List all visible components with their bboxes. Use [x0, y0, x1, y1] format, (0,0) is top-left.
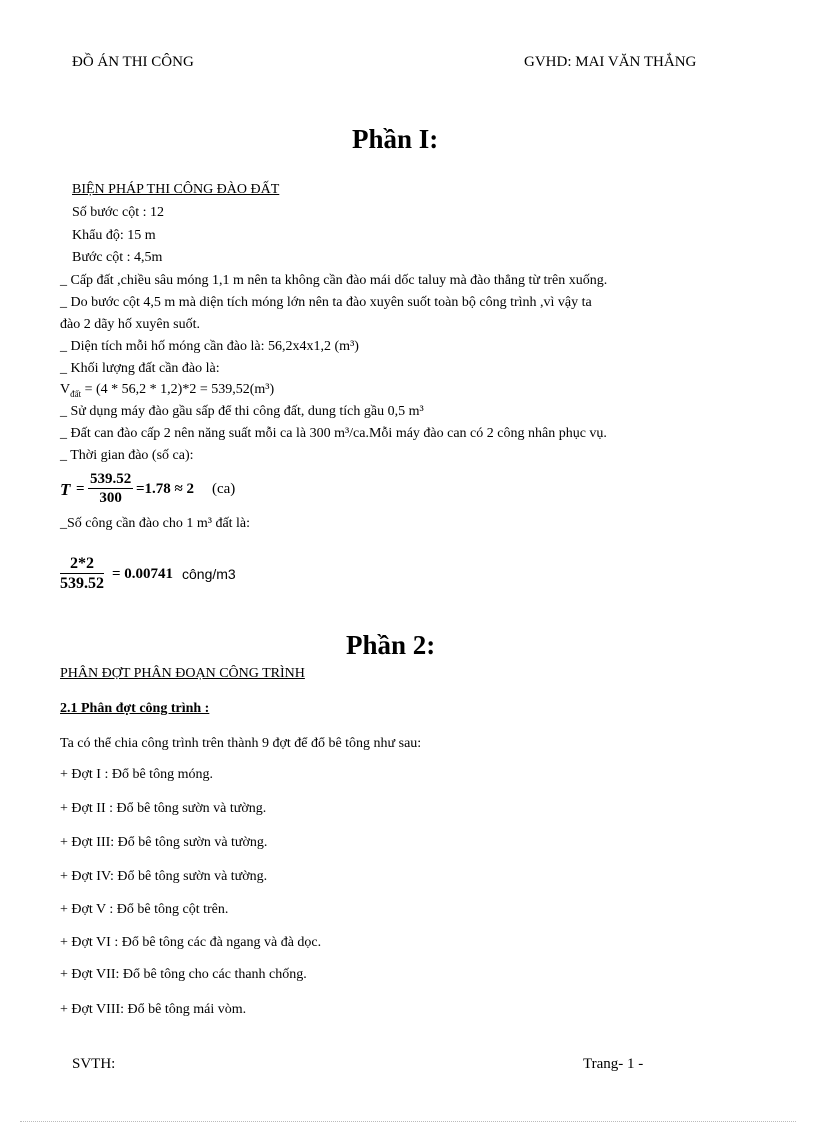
formula-t-numerator: 539.52: [90, 471, 132, 487]
text-line: _ Đất can đào cấp 2 nên năng suất mỗi ca là 300 m³/ca.Mỗi máy đào can có 2 công nhân phục vụ.: [60, 426, 607, 441]
formula-c-unit: công/m3: [182, 566, 236, 582]
list-item: + Đợt V : Đổ bê tông cột trên.: [60, 902, 229, 917]
list-item: + Đợt II : Đổ bê tông sườn và tường.: [60, 801, 267, 816]
part1-section-heading: BIỆN PHÁP THI CÔNG ĐÀO ĐẤT: [72, 182, 280, 197]
part1-title: Phần I:: [352, 124, 439, 154]
text-line: _ Cấp đất ,chiều sâu móng 1,1 m nên ta không cần đào mái dốc taluy mà đào thẳng từ trên xuống.: [60, 273, 608, 288]
footer-left: SVTH:: [72, 1056, 116, 1072]
text-line: Khẩu độ: 15 m: [72, 228, 156, 243]
formula-c-numerator: 2*2: [60, 555, 104, 574]
text-line: Số bước cột : 12: [72, 205, 164, 220]
list-item: + Đợt VII: Đổ bê tông cho các thanh chống.: [60, 967, 307, 982]
text-line: _ Diện tích mỗi hố móng cần đào là: 56,2x4x1,2 (m³): [60, 339, 359, 354]
volume-symbol: V: [60, 382, 71, 397]
text-line: _ Khối lượng đất cần đào là:: [60, 361, 220, 376]
list-item: + Đợt III: Đổ bê tông sườn và tường.: [60, 835, 268, 850]
part2-intro: Ta có thể chia công trình trên thành 9 đợt để đổ bê tông như sau:: [60, 736, 422, 751]
text-line: _ Sử dụng máy đào gầu sấp để thi công đất, dung tích gầu 0,5 m³: [60, 404, 424, 419]
text-line: _Số công cần đào cho 1 m³ đất là:: [60, 516, 251, 531]
formula-t-result: =1.78 ≈ 2: [136, 481, 195, 497]
volume-formula: [60, 382, 274, 399]
volume-expression: = (4 * 56,2 * 1,2)*2 = 539,52(m³): [84, 382, 275, 397]
list-item: + Đợt I : Đổ bê tông móng.: [60, 767, 213, 782]
formula-t-fraction: [88, 470, 133, 508]
part2-section-heading: PHÂN ĐỢT PHÂN ĐOẠN CÔNG TRÌNH: [60, 666, 305, 681]
footer-page-number: Trang- 1 -: [583, 1056, 644, 1072]
text-line: _ Do bước cột 4,5 m mà diện tích móng lớn nên ta đào xuyên suốt toàn bộ công trình ,vì vậy ta: [60, 295, 592, 310]
formula-c-fraction: [60, 555, 104, 593]
list-item: + Đợt VI : Đổ bê tông các đà ngang và đà dọc.: [60, 935, 322, 950]
formula-c-denominator: 539.52: [60, 575, 104, 592]
part2-subsection-heading: 2.1 Phân đợt công trình :: [60, 701, 210, 716]
formula-c-result: = 0.00741: [112, 566, 174, 582]
formula-t-unit: (ca): [212, 481, 236, 497]
header-left: ĐỒ ÁN THI CÔNG: [72, 54, 194, 70]
text-line: _ Thời gian đào (số ca):: [60, 448, 194, 463]
part2-title: Phần 2:: [346, 630, 436, 660]
header-right: GVHD: MAI VĂN THẮNG: [524, 54, 697, 70]
formula-t-denominator: 300: [99, 490, 122, 506]
list-item: + Đợt IV: Đổ bê tông sườn và tường.: [60, 869, 268, 884]
formula-t-equals: =: [76, 481, 85, 497]
volume-subscript: đất: [70, 388, 82, 399]
page-bottom-divider: [20, 1121, 796, 1122]
text-line: Bước cột : 4,5m: [72, 250, 163, 265]
text-line: đào 2 dãy hố xuyên suốt.: [60, 317, 200, 332]
formula-t-var: T: [60, 480, 71, 499]
list-item: + Đợt VIII: Đổ bê tông mái vòm.: [60, 1002, 247, 1017]
